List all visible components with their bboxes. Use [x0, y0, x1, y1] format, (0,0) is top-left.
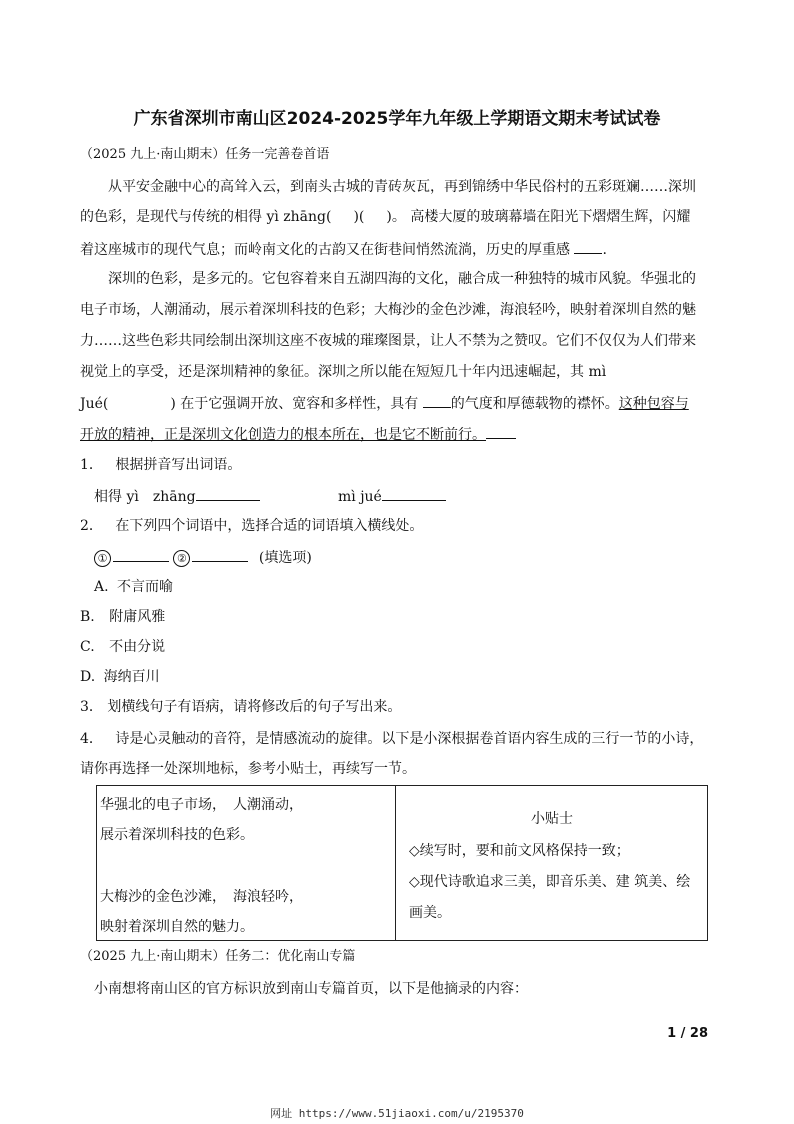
- underline-tail: [486, 424, 516, 439]
- q2-answer-line: [94, 547, 312, 567]
- task2-text: 小南想将南山区的官方标识放到南山专篇首页，以下是他摘录的内容：: [94, 981, 528, 997]
- circle-2: ②: [173, 550, 190, 567]
- tips-cell: [396, 786, 708, 941]
- question-1: [80, 456, 241, 474]
- tip-3: 画美。: [409, 905, 451, 921]
- q1-answer-a: [94, 486, 260, 506]
- p1-line3-text: 着这座城市的现代气息；而岭南文化的古韵又在街巷间悄然流淌，历史的厚重感: [80, 242, 570, 258]
- task1-header: （2025 九上·南山期末）任务一完善卷首语: [80, 147, 330, 162]
- p1-line2: [80, 208, 690, 226]
- tips-heading: 小贴士: [531, 811, 573, 827]
- poem-line-2: 展示着深圳科技的色彩。: [100, 827, 254, 843]
- p2-line3: 力……这些色彩共同绘制出深圳这座不夜城的璀璨图景，让人不禁为之赞叹。它们不仅仅为人们带来: [80, 333, 696, 349]
- q3-number: 3．: [80, 699, 103, 715]
- question-2: [80, 517, 423, 535]
- poem-line-4: 映射着深圳自然的魅力。: [100, 919, 254, 935]
- q4-line2: 请你再选择一处深圳地标，参考小贴士，再续写一节。: [80, 761, 416, 777]
- p2-line5-a: Jué(: [80, 396, 109, 412]
- p2-line1: 深圳的色彩，是多元的。它包容着来自五湖四海的文化，融合成一种独特的城市风貌。华强北的: [108, 271, 696, 287]
- q2-blank-1[interactable]: [113, 547, 169, 562]
- task2-header: （2025 九上·南山期末）任务二：优化南山专篇: [80, 949, 356, 964]
- option-b-label: B.: [80, 609, 95, 625]
- q2-text: 在下列四个词语中，选择合适的词语填入横线处。: [115, 518, 424, 534]
- option-c[interactable]: [80, 638, 165, 656]
- question-3: [80, 698, 401, 716]
- circle-1: ①: [94, 550, 111, 567]
- p2-line5-b: ) 在于它强调开放、宽容和多样性，具有: [170, 396, 419, 412]
- q1-answer-a-blank[interactable]: [196, 486, 260, 501]
- q1-answer-b: [338, 486, 446, 506]
- option-a[interactable]: [94, 578, 173, 596]
- option-d[interactable]: [80, 668, 160, 686]
- p1-line3: 着这座城市的现代气息；而岭南文化的古韵又在街巷间悄然流淌，历史的厚重感 .: [80, 239, 607, 259]
- tip-1: ◇续写时，要和前文风格保持一致；: [409, 843, 630, 859]
- option-d-label: D.: [80, 669, 96, 685]
- option-c-text: 不由分说: [109, 639, 166, 655]
- p2-line4: 视觉上的享受，还是深圳精神的象征。深圳之所以能在短短几十年内迅速崛起，其 mì: [80, 364, 607, 380]
- q4-number: 4．: [80, 731, 103, 747]
- q1-number: 1．: [80, 457, 103, 473]
- tip-2: ◇现代诗歌追求三美，即音乐美、建 筑美、绘: [409, 874, 691, 890]
- option-a-label: A.: [94, 579, 109, 595]
- q4-line1: 诗是心灵触动的音符，是情感流动的旋律。以下是小深根据卷首语内容生成的三行一节的小诗，: [115, 731, 704, 747]
- poem-line-1: 华强北的电子市场， 人潮涌动，: [100, 797, 303, 813]
- q1-answer-a-label: 相得 yì zhāng: [94, 489, 196, 505]
- q1-answer-b-blank[interactable]: [382, 486, 446, 501]
- page-number: 1 / 28: [667, 1026, 708, 1041]
- p1-line2-a: 的色彩，是现代与传统的相得 yì zhāng(: [80, 209, 332, 225]
- option-b[interactable]: [80, 608, 165, 626]
- poem-line-3: 大梅沙的金色沙滩， 海浪轻吟，: [100, 889, 303, 905]
- q2-blank-2[interactable]: [192, 547, 248, 562]
- question-4: [80, 730, 703, 748]
- p2-line5-underlined: 这种包容与: [618, 396, 689, 412]
- q2-number: 2．: [80, 518, 103, 534]
- q3-text: 划横线句子有语病，请将修改后的句子写出来。: [107, 699, 402, 715]
- p1-line2-b: )(: [353, 209, 365, 225]
- option-d-text: 海纳百川: [103, 669, 160, 685]
- poem-cell: [97, 786, 396, 941]
- p2-line5: [80, 393, 689, 413]
- p1-line1: 从平安金融中心的高耸入云，到南头古城的青砖灰瓦，再到锦绣中华民俗村的五彩斑斓……深圳: [108, 179, 696, 195]
- p2-line2: 电子市场，人潮涌动，展示着深圳科技的色彩；大梅沙的金色沙滩，海浪轻吟，映射着深圳自然的魅: [80, 302, 696, 318]
- p1-line2-c: )。 高楼大厦的玻璃幕墙在阳光下熠熠生辉，闪耀: [386, 209, 691, 225]
- blank-2[interactable]: [574, 239, 602, 254]
- q2-hint: (填选项): [258, 550, 312, 566]
- p2-line5-c: 的气度和厚德载物的襟怀。: [450, 396, 619, 412]
- footer-url[interactable]: 网址 https://www.51jiaoxi.com/u/2195370: [270, 1107, 524, 1120]
- blank-1[interactable]: [423, 393, 451, 408]
- p2-line6: [80, 424, 516, 444]
- poem-table: [96, 785, 708, 941]
- page-title: 广东省深圳市南山区2024-2025学年九年级上学期语文期末考试试卷: [133, 109, 661, 129]
- q1-answer-b-label: mì jué: [338, 489, 382, 505]
- option-b-text: 附庸风雅: [109, 609, 166, 625]
- option-c-label: C.: [80, 639, 95, 655]
- q1-text: 根据拼音写出词语。: [115, 457, 242, 473]
- underlined-sentence: 开放的精神，正是深圳文化创造力的根本所在，也是它不断前行。: [80, 427, 486, 443]
- option-a-text: 不言而喻: [117, 579, 174, 595]
